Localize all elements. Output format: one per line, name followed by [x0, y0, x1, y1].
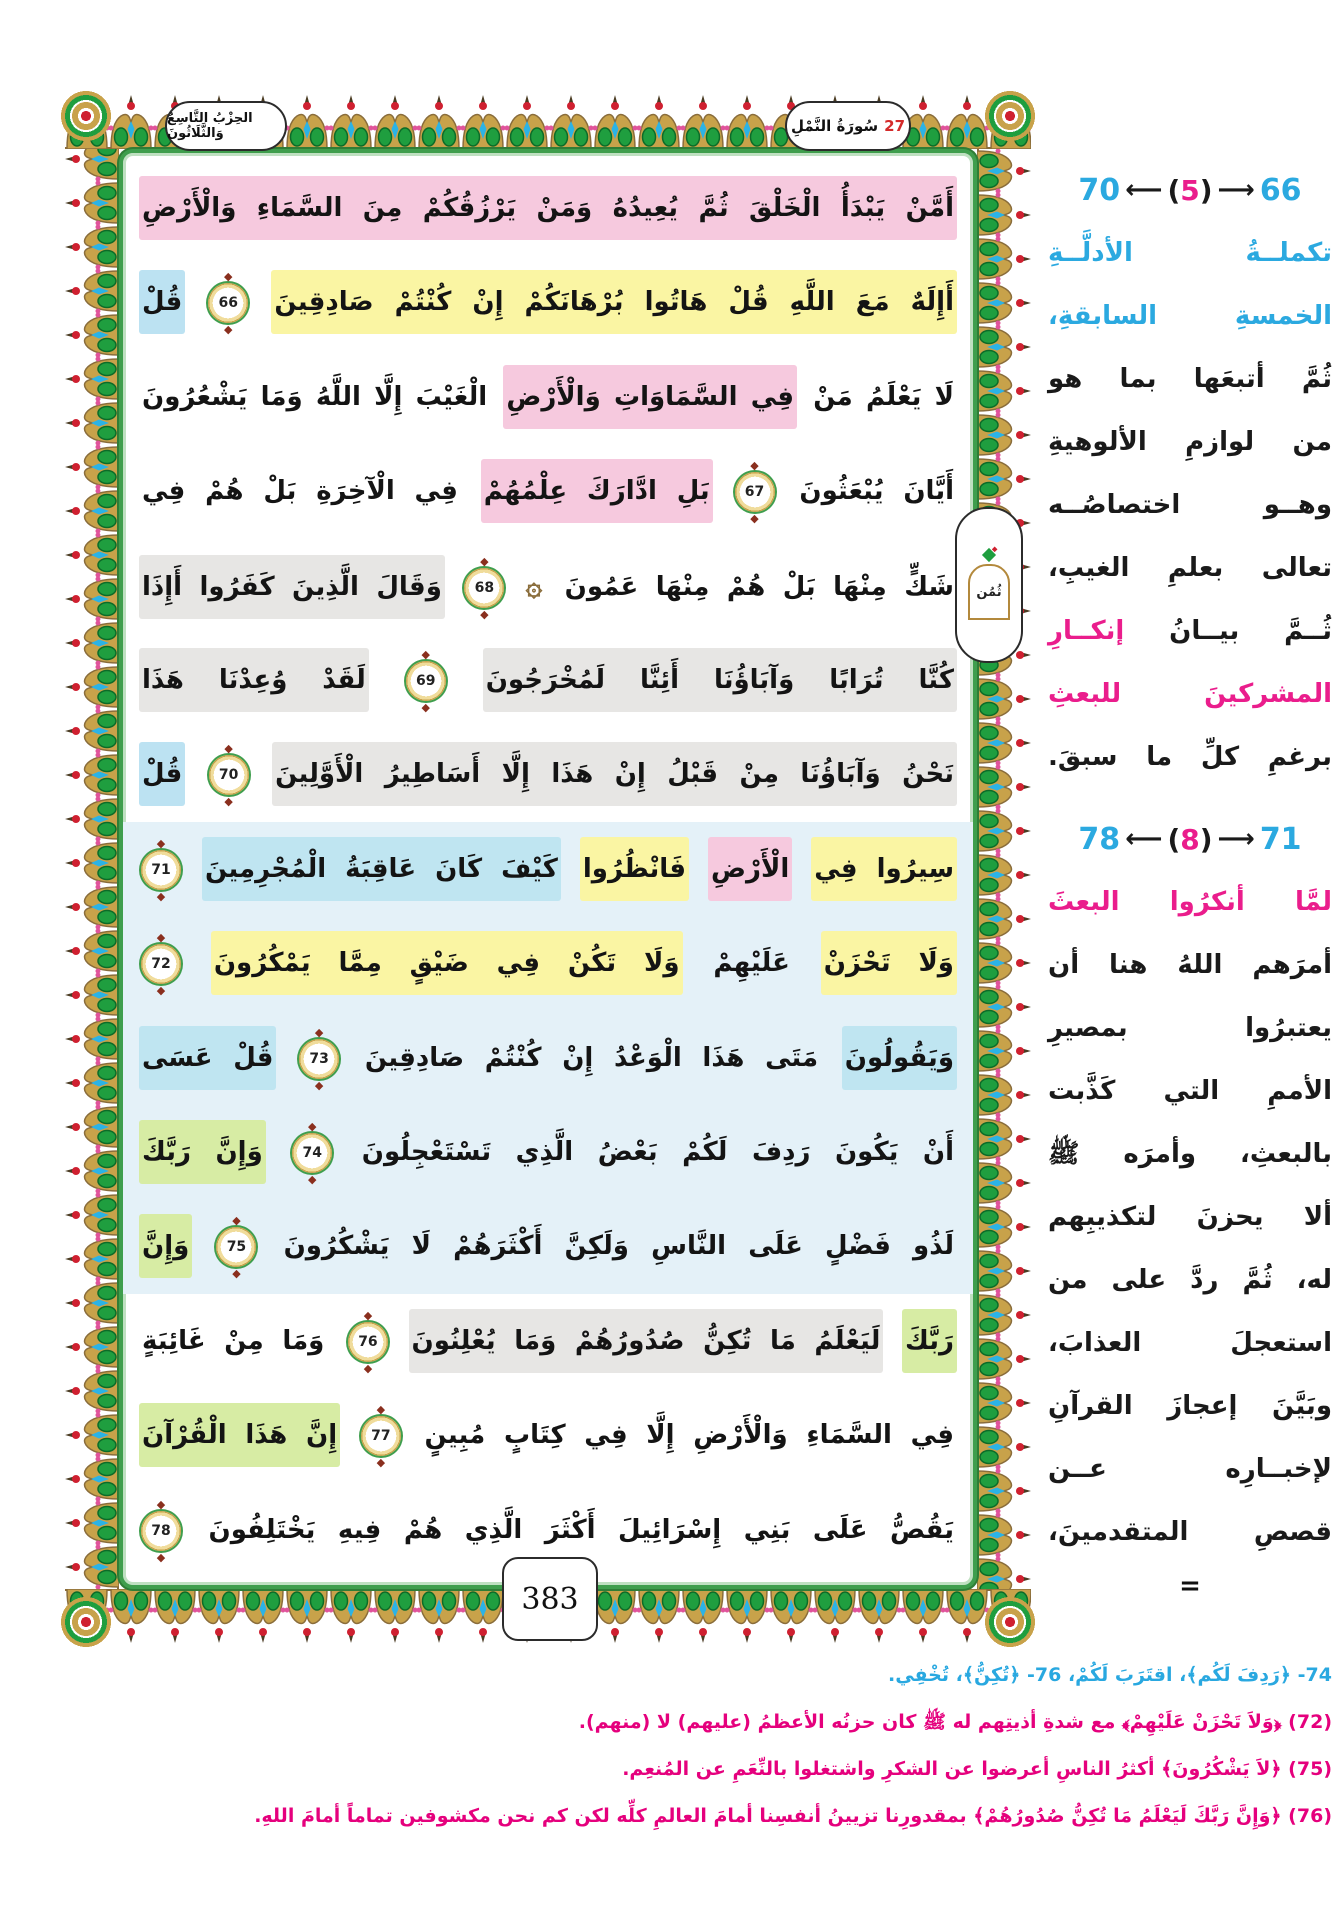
quran-page-frame [65, 95, 1031, 1643]
quran-segment: قُلْ [139, 742, 185, 806]
quran-line [139, 539, 957, 633]
quran-segment: كُنَّا تُرَابًا وَآبَاؤُنَا أَئِنَّا لَمُخْرَجُونَ [483, 648, 957, 712]
quran-segment: سِيرُوا فِي [811, 837, 957, 901]
quran-segment: قُلْ [139, 270, 185, 334]
commentary-line [1048, 411, 1332, 474]
thumn-arch-icon [968, 564, 1010, 620]
surah-title-cartouche [785, 101, 911, 151]
quran-line [139, 633, 957, 727]
commentary-line [1048, 1186, 1332, 1249]
commentary-line [1048, 726, 1332, 789]
commentary-segment: ثُــمَّ بيــانُ [1124, 616, 1332, 646]
commentary-segment: وبَيَّنَ إعجازَ القرآنِ [1048, 1391, 1332, 1421]
quran-segment: وَلَا تَكُنْ فِي ضَيْقٍ مِمَّا يَمْكُرُونَ [211, 931, 683, 995]
quran-segment: وَلَا تَحْزَنْ [821, 931, 957, 995]
quran-segment: فَانْظُرُوا [580, 837, 689, 901]
commentary-segment: ثُمَّ أتبعَها بما هو [1048, 364, 1332, 394]
quran-line [123, 822, 973, 916]
page-number-cartouche [502, 1557, 598, 1641]
commentary-line [1048, 871, 1332, 934]
continuation-mark: = [1179, 1571, 1201, 1601]
verse-marker: ◆ 66 ◆ [208, 283, 248, 323]
quran-segment: لَقَدْ وُعِدْنَا هَذَا [139, 648, 369, 712]
verse-marker: ◆ 76 ◆ [348, 1322, 388, 1362]
quran-segment: أَمَّنْ يَبْدَأُ الْخَلْقَ ثُمَّ يُعِيدُهُ وَمَنْ يَرْزُقُكُمْ مِنَ السَّمَاءِ وَالْأَرْضِ [139, 176, 957, 240]
verse-marker: ◆ 70 ◆ [209, 755, 249, 795]
quran-segment: أَإِلَهٌ مَعَ اللَّهِ قُلْ هَاتُوا بُرْهَانَكُمْ إِنْ كُنْتُمْ صَادِقِينَ [271, 270, 957, 334]
footnote-line: (76) ﴿وَإِنَّ رَبَّكَ لَيَعْلَمُ مَا تُكِنُّ صُدُورُهُمْ﴾ بمقدورِنا تزيينُ أنفسِنا أمامَ العالمِ كلِّه لكن كم نحن مكشوفين تماماً أمامَ اللهِ. [254, 1805, 1332, 1827]
commentary-line [1048, 537, 1332, 600]
commentary-line [1048, 1123, 1332, 1186]
quran-segment: فِي السَّمَاوَاتِ وَالْأَرْضِ [503, 365, 797, 429]
quran-line [139, 1388, 957, 1482]
verse-marker: ◆ 69 ◆ [406, 661, 446, 701]
quran-segment: نَحْنُ وَآبَاؤُنَا مِنْ قَبْلُ إِنْ هَذَا إِلَّا أَسَاطِيرُ الْأَوَّلِينَ [272, 742, 957, 806]
quran-segment: إِنَّ هَذَا الْقُرْآنَ [139, 1403, 340, 1467]
commentary-line [1048, 474, 1332, 537]
commentary-segment: الأممِ التي كَذَّبت [1048, 1076, 1332, 1106]
corner-rosette-icon [981, 1593, 1039, 1651]
quran-line [139, 255, 957, 349]
verse-marker: ◆ 73 ◆ [299, 1039, 339, 1079]
quran-segment: كَيْفَ كَانَ عَاقِبَةُ الْمُجْرِمِينَ [202, 837, 561, 901]
quran-line [139, 161, 957, 255]
arrow-right-icon: ⟶ [1217, 824, 1255, 854]
quran-line [123, 1011, 973, 1105]
commentary-segment: الخمسةِ السابقةِ، [1048, 301, 1332, 331]
quran-segment: يَقُصُّ عَلَى بَنِي إِسْرَائِيلَ أَكْثَرَ الَّذِي هُمْ فِيهِ يَخْتَلِفُونَ [208, 1514, 954, 1545]
commentary-line [1048, 997, 1332, 1060]
quran-line [123, 916, 973, 1010]
verse-marker: ◆ 75 ◆ [216, 1227, 256, 1267]
quran-segment: مَتَى هَذَا الْوَعْدُ إِنْ كُنْتُمْ صَادِقِينَ [364, 1042, 819, 1073]
quran-line [123, 1105, 973, 1199]
quran-line [139, 727, 957, 821]
quran-segment: بَلِ ادَّارَكَ عِلْمُهُمْ [481, 459, 713, 523]
commentary-line [1048, 1375, 1332, 1438]
verse-marker: ◆ 74 ◆ [292, 1133, 332, 1173]
quran-segment: لَيَعْلَمُ مَا تُكِنُّ صُدُورُهُمْ وَمَا يُعْلِنُونَ [409, 1309, 884, 1373]
commentary-line [1048, 1501, 1332, 1564]
commentary-segment: بالبعثِ، وأمرَه ﷺ [1048, 1139, 1332, 1169]
hizb-label: الحِزْبُ التَّاسِعُ وَالثَّلَاثُونَ [167, 111, 253, 141]
quran-segment: الْغَيْبَ إِلَّا اللَّهُ وَمَا يَشْعُرُونَ [142, 381, 488, 412]
verse-marker: ◆ 72 ◆ [141, 944, 181, 984]
quran-line [139, 444, 957, 538]
quran-segment: وَيَقُولُونَ [842, 1026, 957, 1090]
commentary-segment: برغمِ كلِّ ما سبقَ. [1048, 742, 1332, 772]
quran-segment: وَإِنَّ رَبَّكَ [139, 1120, 266, 1184]
commentary-segment: وهــو اختصاصُــه [1048, 490, 1332, 520]
commentary-line [1048, 1312, 1332, 1375]
quran-text-block [139, 161, 957, 1577]
quran-segment: أَيَّانَ يُبْعَثُونَ [799, 476, 954, 507]
quran-segment: أَنْ يَكُونَ رَدِفَ لَكُمْ بَعْضُ الَّذِي تَسْتَعْجِلُونَ [361, 1137, 954, 1168]
range-start: 71 [1259, 821, 1302, 857]
commentary-line [1048, 1249, 1332, 1312]
verse-range-header [1048, 807, 1332, 871]
arrow-left-icon: ⟵ [1125, 175, 1163, 205]
verse-marker: ◆ 77 ◆ [361, 1416, 401, 1456]
ornamental-border-right [977, 149, 1031, 1589]
footnote-line: (72) ﴿وَلاَ تَحْزَنْ عَلَيْهِمْ﴾ مع شدةِ أذيتِهم له ﷺ كان حزنُه الأعظمُ (عليهم) لا (منهم). [578, 1711, 1332, 1733]
verse-marker: ◆ 78 ◆ [141, 1511, 181, 1551]
rub-el-hizb-icon: ۞ [525, 568, 543, 602]
commentary-segment: لمَّا أنكرُوا البعثَ [1048, 887, 1332, 917]
commentary-line [1048, 1438, 1332, 1501]
arrow-left-icon: ⟵ [1125, 824, 1163, 854]
range-count: ( 5 ) [1167, 174, 1212, 207]
commentary-segment: تكملــةُ الأدلَّــةِ [1048, 238, 1332, 268]
arrow-right-icon: ⟶ [1217, 175, 1255, 205]
quran-line [123, 1199, 973, 1293]
thumn-marker [955, 507, 1023, 663]
hizb-label-cartouche [165, 101, 287, 151]
range-end: 78 [1078, 821, 1121, 857]
quran-segment: عَلَيْهِمْ [713, 948, 790, 979]
commentary-sidebar [1048, 158, 1332, 1608]
thumn-finial-icon [982, 548, 996, 562]
quran-segment: فِي الْآخِرَةِ بَلْ هُمْ فِي [142, 476, 458, 507]
range-count: ( 8 ) [1167, 823, 1212, 856]
footnote-line: 74- ﴿رَدِفَ لَكُم﴾، اقتَرَبَ لَكُمْ، 76- ﴿تُكِنُّ﴾، تُخْفِي. [888, 1664, 1332, 1686]
commentary-line [1048, 1060, 1332, 1123]
commentary-segment: أمرَهم اللهُ هنا أن [1048, 950, 1332, 980]
commentary-segment: من لوازمِ الألوهيةِ [1048, 427, 1332, 457]
commentary-segment: تعالى بعلمِ الغيبِ، [1048, 553, 1332, 583]
surah-title: سُورَةُ النَّمْلِ [790, 117, 879, 135]
commentary-segment: لإخبــارِه عــن [1048, 1454, 1332, 1484]
commentary-line [1048, 348, 1332, 411]
quran-segment: قُلْ عَسَى [139, 1026, 276, 1090]
thumn-label: ثُمُن [976, 584, 1002, 600]
commentary-line [1048, 934, 1332, 997]
verse-marker: ◆ 71 ◆ [141, 850, 181, 890]
commentary-segment: ألا يحزنَ لتكذيبِهم [1048, 1202, 1332, 1232]
quran-segment: رَبَّكَ [902, 1309, 957, 1373]
range-end: 70 [1078, 172, 1121, 208]
quran-line [139, 1294, 957, 1388]
commentary-segment: له، ثُمَّ ردَّ على من [1048, 1265, 1332, 1295]
commentary-segment: قصصِ المتقدمينَ، [1048, 1517, 1332, 1547]
quran-segment: وَمَا مِنْ غَائِبَةٍ [142, 1325, 325, 1356]
quran-segment: الْأَرْضِ [708, 837, 792, 901]
commentary-segment: استعجلَ العذابَ، [1048, 1328, 1332, 1358]
quran-line [139, 350, 957, 444]
commentary-line [1048, 663, 1332, 726]
quran-segment: شَكٍّ مِنْهَا بَلْ هُمْ مِنْهَا عَمُونَ [564, 571, 954, 602]
quran-segment: فِي السَّمَاءِ وَالْأَرْضِ إِلَّا فِي كِتَابٍ مُبِينٍ [424, 1420, 954, 1451]
commentary-line [1048, 285, 1332, 348]
verse-marker: ◆ 67 ◆ [735, 472, 775, 512]
commentary-segment: المشركينَ للبعثِ [1048, 679, 1332, 709]
page-number: 383 [521, 1581, 579, 1617]
quran-segment: وَإِنَّ [139, 1214, 192, 1278]
corner-rosette-icon [57, 1593, 115, 1651]
quran-segment: وَقَالَ الَّذِينَ كَفَرُوا أَإِذَا [139, 555, 445, 619]
surah-number: 27 [884, 117, 906, 135]
commentary-line [1048, 600, 1332, 663]
commentary-line [1048, 222, 1332, 285]
page-inner-border [119, 149, 977, 1589]
range-start: 66 [1259, 172, 1302, 208]
quran-segment: لَا يَعْلَمُ مَنْ [813, 381, 954, 412]
corner-rosette-icon [57, 87, 115, 145]
quran-segment: لَذُو فَضْلٍ عَلَى النَّاسِ وَلَكِنَّ أَكْثَرَهُمْ لَا يَشْكُرُونَ [283, 1231, 954, 1262]
ornamental-border-left [65, 149, 119, 1589]
verse-range-header [1048, 158, 1332, 222]
verse-marker: ◆ 68 ◆ [464, 568, 504, 608]
footnote-line: (75) ﴿لاَ يَشْكُرُونَ﴾ أكثرُ الناسِ أعرضوا عن الشكرِ واشتغلوا بالنِّعَمِ عن المُنعِم. [622, 1758, 1332, 1780]
commentary-segment: إنكــارِ [1048, 616, 1125, 646]
corner-rosette-icon [981, 87, 1039, 145]
footnotes [140, 1652, 1332, 1840]
commentary-segment: يعتبرُوا بمصيرِ [1048, 1013, 1332, 1043]
